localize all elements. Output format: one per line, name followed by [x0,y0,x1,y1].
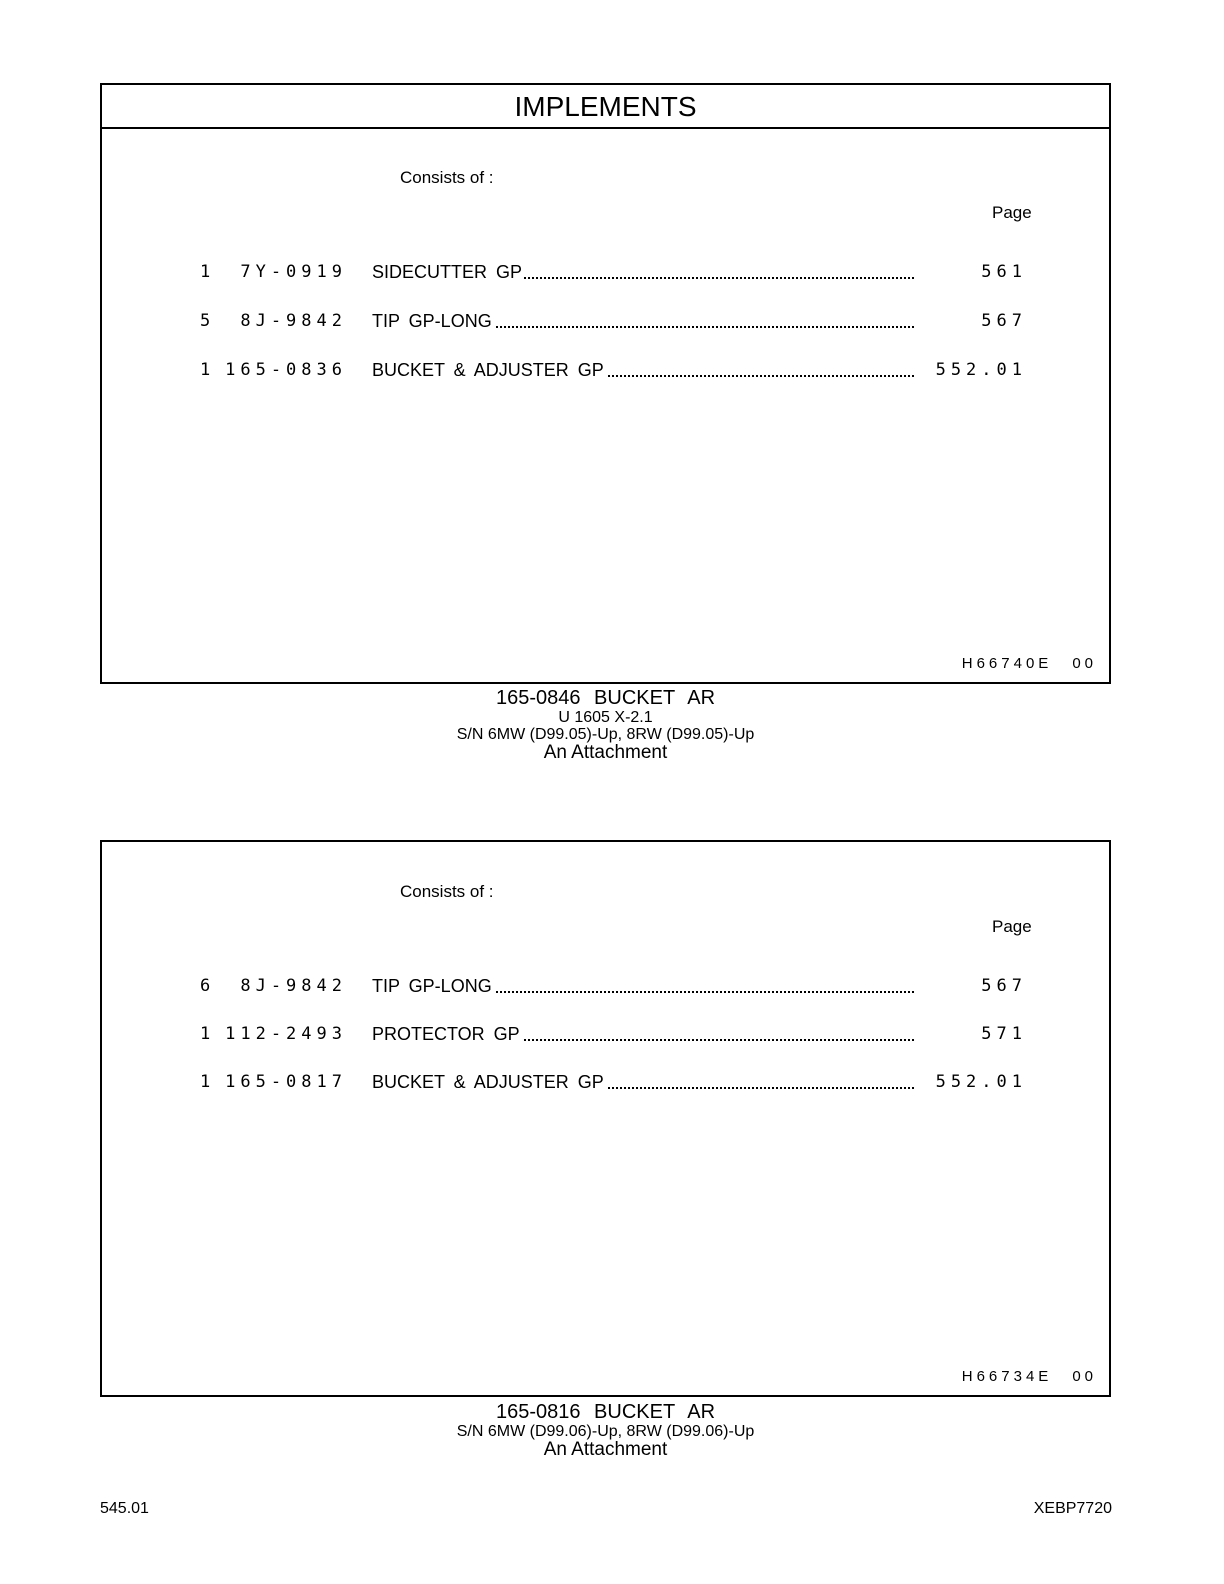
parts-row [102,1024,1109,1048]
page-column-header: Page [992,917,1032,936]
parts-row [102,311,1109,335]
attachment-label: An Attachment [543,1439,668,1460]
implements-box [100,83,1111,684]
page-reference: 567 [981,311,1027,331]
item-description: TIP GP-LONG [372,976,914,997]
assembly-title: 165-0816 BUCKET AR [495,1401,716,1423]
item-qty: 5 [200,311,216,331]
part-number: 7Y-0919 [240,262,347,282]
item-description: TIP GP-LONG [372,311,914,332]
item-description: BUCKET & ADJUSTER GP [372,1072,914,1093]
part-number: 112-2493 [225,1024,347,1044]
part-number: 8J-9842 [240,976,347,996]
item-qty: 1 [200,1072,216,1092]
revision-number: 00 [1072,655,1097,672]
page-reference: 571 [981,1024,1027,1044]
page-reference: 567 [981,976,1027,996]
serial-number-line: S/N 6MW (D99.06)-Up, 8RW (D99.06)-Up [456,1423,755,1440]
bucket-box [100,840,1111,1397]
part-number: 165-0836 [225,360,347,380]
page-reference: 552.01 [935,360,1027,380]
parts-row [102,360,1109,384]
attachment-label: An Attachment [543,742,668,763]
page-column-header: Page [992,203,1032,222]
item-qty: 1 [200,360,216,380]
parts-row [102,976,1109,1000]
page-number: 545.01 [100,1500,149,1517]
assembly-caption [100,687,1111,762]
illustration-code: H66740E 00 [961,655,1097,672]
page-reference: 561 [981,262,1027,282]
page-reference: 552.01 [935,1072,1027,1092]
assembly-caption [100,1401,1111,1459]
serial-number-line: S/N 6MW (D99.05)-Up, 8RW (D99.05)-Up [456,726,755,743]
item-qty: 6 [200,976,216,996]
parts-row [102,1072,1109,1096]
section-header: IMPLEMENTS [102,85,1109,129]
item-description: PROTECTOR GP [372,1024,914,1045]
item-description: SIDECUTTER GP [372,262,914,283]
consists-of-label: Consists of : [400,168,494,187]
consists-of-label: Consists of : [400,882,494,901]
document-id: XEBP7720 [1033,1500,1112,1517]
parts-row [102,262,1109,286]
illustration-code: H66734E 00 [961,1368,1097,1385]
part-number: 8J-9842 [240,311,347,331]
part-number: 165-0817 [225,1072,347,1092]
assembly-code-line: U 1605 X-2.1 [558,709,653,726]
revision-number: 00 [1072,1368,1097,1385]
item-qty: 1 [200,1024,216,1044]
assembly-title: 165-0846 BUCKET AR [495,687,716,709]
item-qty: 1 [200,262,216,282]
item-description: BUCKET & ADJUSTER GP [372,360,914,381]
